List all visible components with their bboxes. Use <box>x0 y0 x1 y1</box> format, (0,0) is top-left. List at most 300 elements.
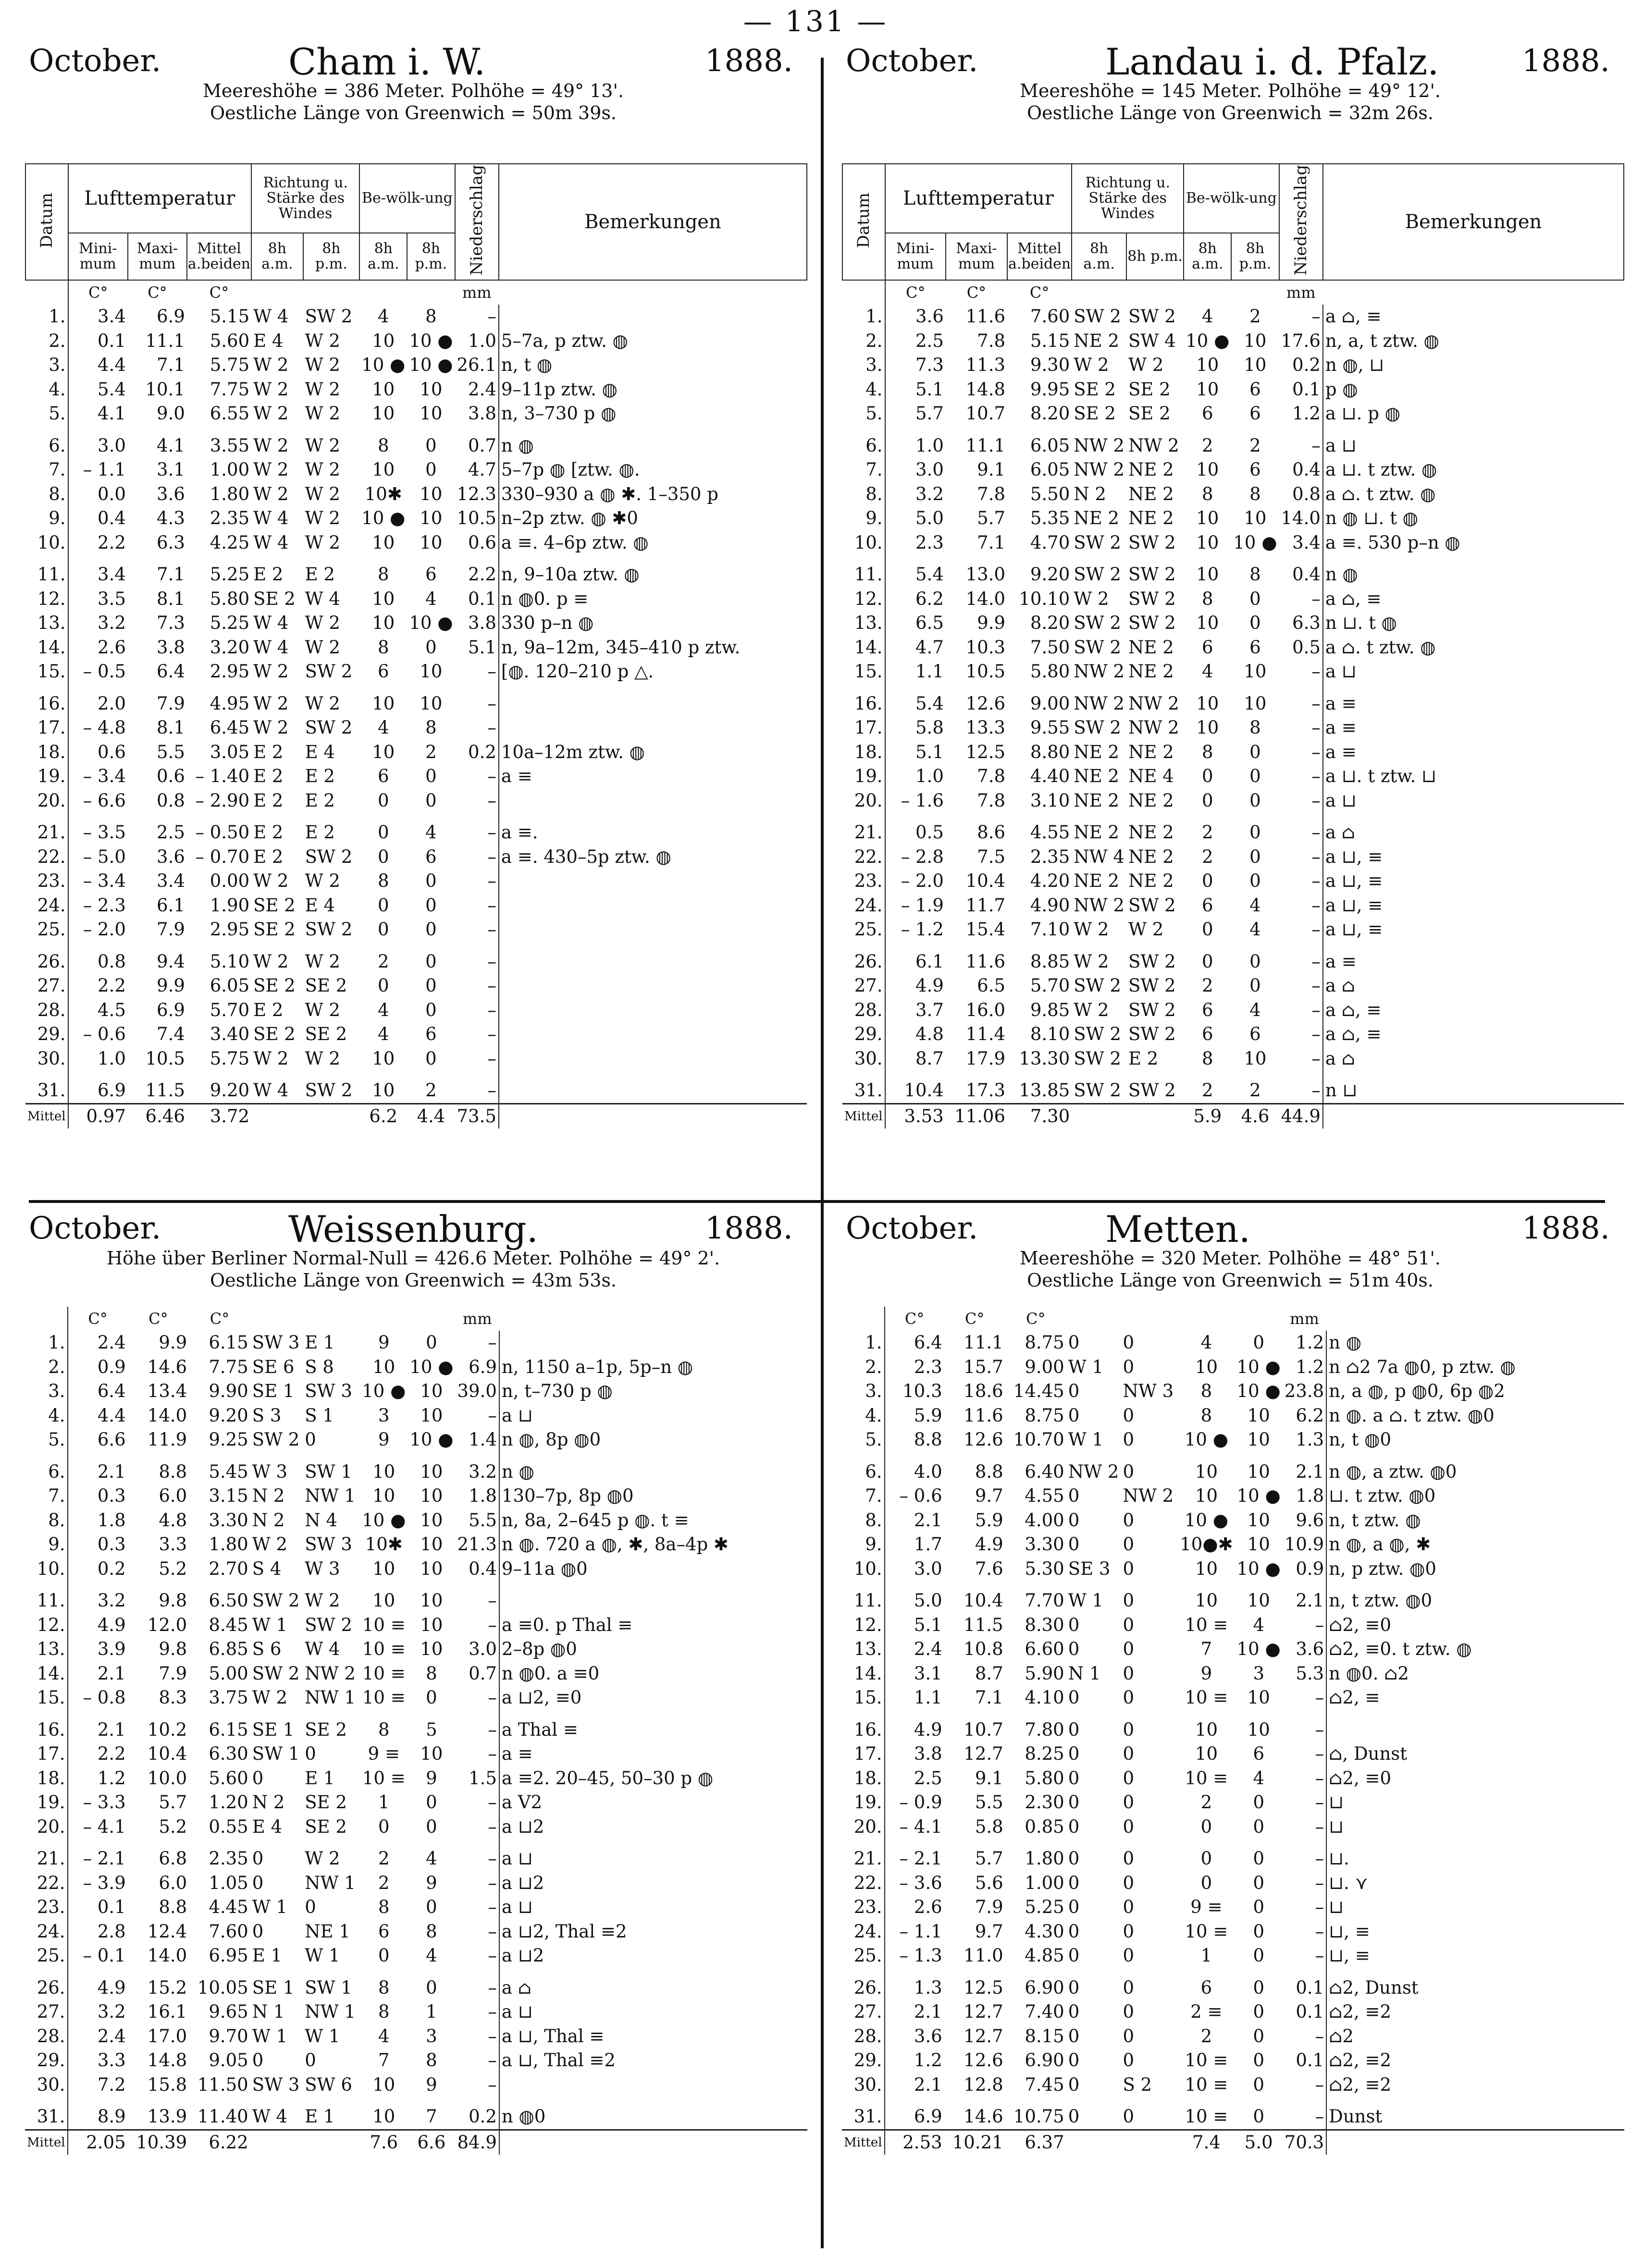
unit-cell: C° <box>1029 283 1050 302</box>
table-row <box>842 660 1624 684</box>
precip-cell: 0.1 <box>1292 379 1321 400</box>
precip-cell: 0.2 <box>469 2106 497 2127</box>
wind-am-cell: SW 2 <box>252 1663 300 1684</box>
wind-am-cell: SE 2 <box>253 1024 296 1045</box>
cloud-am-cell: 10 <box>1195 1356 1218 1377</box>
day-cell: 16. <box>842 684 885 716</box>
precip-cell: – <box>488 2074 497 2095</box>
mean-cell: 5.75 <box>210 1048 250 1069</box>
cloud-am-cell: 10 ● <box>1184 1429 1229 1450</box>
min-cell: 2.3 <box>914 1356 942 1377</box>
mean-cell: 1.80 <box>209 1534 248 1555</box>
cloud-am-cell: 10 <box>372 532 395 553</box>
remarks-cell: a ≡2. 20–45, 50–30 p ◍ <box>499 1766 807 1791</box>
header-niederschlag-label: Niederschlag <box>467 165 487 276</box>
mittel-cell <box>250 2130 303 2155</box>
cloud-pm-cell: 10 <box>1247 1461 1270 1482</box>
min-cell: 2.5 <box>915 330 944 351</box>
wind-am-cell: W 2 <box>1074 951 1109 972</box>
table-row <box>25 1662 807 1686</box>
precip-cell: 0.2 <box>1292 355 1321 376</box>
min-cell: 0.6 <box>98 741 126 762</box>
remarks-cell: a ⊔ <box>1323 660 1624 684</box>
remarks-cell: a ⌂ <box>1323 1047 1624 1071</box>
wind-pm-cell: SW 2 <box>1128 564 1176 585</box>
wind-am-cell: NE 2 <box>1074 330 1119 351</box>
cloud-pm-cell: 0 <box>1253 1921 1264 1942</box>
cloud-am-cell: 0 <box>1202 790 1213 811</box>
table-row <box>25 1071 807 1103</box>
mean-cell: 4.20 <box>1030 870 1070 892</box>
wind-am-cell: SW 2 <box>1074 532 1121 553</box>
wind-am-cell: N 1 <box>252 2001 285 2023</box>
mean-cell: 5.25 <box>210 564 250 585</box>
unit-cell: C° <box>904 1310 925 1328</box>
wind-am-cell: N 2 <box>252 1509 285 1531</box>
remarks-cell: n ◍0. p ≡ <box>499 587 807 612</box>
remarks-cell <box>499 918 807 942</box>
day-cell: 24. <box>25 894 68 918</box>
mean-cell: 4.55 <box>1025 1485 1064 1507</box>
mean-cell: – 2.90 <box>195 790 250 811</box>
remarks-cell: n ⊔. t ◍ <box>1323 611 1624 636</box>
day-cell: 6. <box>25 1452 68 1484</box>
wind-am-cell: E 4 <box>252 1816 283 1837</box>
max-cell: 8.1 <box>157 588 185 609</box>
precip-cell: 3.4 <box>1292 532 1321 553</box>
min-cell: 2.4 <box>914 1639 942 1660</box>
day-cell: 5. <box>25 1428 68 1452</box>
min-cell: 2.1 <box>97 1719 126 1740</box>
mean-cell: 9.25 <box>209 1429 248 1450</box>
day-cell: 25. <box>25 918 68 942</box>
precip-cell: 14.0 <box>1281 508 1321 529</box>
unit-cell: C° <box>148 1310 168 1328</box>
header-cloud-am: 8h a.m. <box>359 233 407 280</box>
day-cell: 14. <box>25 1662 68 1686</box>
remarks-cell: ⊔. <box>1326 1839 1624 1871</box>
cloud-am-cell: 2 <box>378 951 389 972</box>
meta-line-2: Oestliche Länge von Greenwich = 51m 40s. <box>1026 1270 1433 1291</box>
mean-cell: 7.60 <box>209 1921 248 1942</box>
table-row <box>842 1379 1624 1404</box>
weather-table <box>25 163 807 1128</box>
cloud-am-cell: 0 <box>378 846 389 867</box>
wind-pm-cell: SW 2 <box>305 306 353 327</box>
day-cell: 29. <box>25 1022 68 1047</box>
cloud-am-cell: 10 ≡ <box>1185 2106 1228 2127</box>
cloud-pm-cell: 6 <box>1249 403 1261 424</box>
unit-cell <box>359 280 407 305</box>
cloud-am-cell: 2 <box>1202 435 1213 456</box>
max-cell: 10.2 <box>147 1719 187 1740</box>
day-cell: 24. <box>842 1920 885 1944</box>
max-cell: 5.7 <box>159 1792 187 1813</box>
cloud-am-cell: 1 <box>378 1792 390 1813</box>
day-cell: 10. <box>25 531 68 555</box>
cloud-pm-cell: 10 <box>420 1590 443 1611</box>
table-row <box>25 587 807 612</box>
min-cell: 10.3 <box>902 1381 942 1402</box>
max-cell: 12.5 <box>965 741 1005 762</box>
cloud-pm-cell: 2 <box>425 1080 437 1101</box>
mittel-cell: 7.30 <box>1007 1103 1072 1128</box>
remarks-cell: a ⊔. t ztw. ⊔ <box>1323 764 1624 789</box>
remarks-cell: a ⊔ <box>499 1404 807 1428</box>
remarks-cell: n ◍0. a ≡0 <box>499 1662 807 1686</box>
remarks-cell: n, 8a, 2–645 p ◍. t ≡ <box>499 1508 807 1533</box>
precip-cell: 10.9 <box>1284 1534 1324 1555</box>
mean-cell: 7.75 <box>209 1356 248 1377</box>
cloud-pm-cell: 9 <box>426 1767 437 1789</box>
table-row <box>25 1871 807 1896</box>
precip-cell: – <box>488 1872 497 1893</box>
remarks-cell: n, t ztw. ◍ <box>1326 1508 1624 1533</box>
cloud-pm-cell: 9 <box>426 1872 437 1893</box>
remarks-cell: a ≡. <box>499 813 807 845</box>
table-row <box>25 684 807 716</box>
table-row <box>842 1484 1624 1508</box>
remarks-cell: n, p ztw. ◍0 <box>1326 1557 1624 1581</box>
unit-cell <box>1235 1307 1283 1331</box>
mean-cell: 9.20 <box>209 1405 248 1426</box>
remarks-cell: ⊔, ≡ <box>1326 1920 1624 1944</box>
unit-cell: C° <box>964 1310 985 1328</box>
wind-pm-cell: W 2 <box>305 508 340 529</box>
remarks-cell: n–2p ztw. ◍ ✱0 <box>499 506 807 531</box>
cloud-am-cell: 2 <box>1202 822 1213 843</box>
min-cell: 2.1 <box>914 2074 942 2095</box>
max-cell: 8.3 <box>159 1687 187 1708</box>
remarks-cell: [◍. 120–210 p △. <box>499 660 807 684</box>
cloud-pm-cell: 0 <box>1253 2001 1264 2023</box>
wind-pm-cell: NE 2 <box>1128 846 1174 867</box>
cloud-am-cell: 10 <box>1195 1590 1218 1611</box>
table-row <box>25 1815 807 1839</box>
cloud-pm-cell: 0 <box>425 1048 437 1069</box>
mittel-cell: 2.53 <box>885 2130 944 2155</box>
cloud-pm-cell: 6 <box>425 846 437 867</box>
mittel-cell: 11.06 <box>946 1103 1007 1128</box>
weather-table <box>842 163 1624 1128</box>
wind-am-cell: 0 <box>1068 1767 1080 1789</box>
day-cell: 23. <box>25 869 68 894</box>
remarks-cell: n, 1150 a–1p, 5p–n ◍ <box>499 1355 807 1380</box>
remarks-cell: n, a ◍, p ◍0, 6p ◍2 <box>1326 1379 1624 1404</box>
wind-pm-cell: NW 1 <box>305 1687 356 1708</box>
max-cell: 11.3 <box>965 355 1005 376</box>
cloud-am-cell: 10 <box>372 613 395 634</box>
day-cell: 18. <box>25 1766 68 1791</box>
mean-cell: 2.35 <box>210 508 250 529</box>
cloud-am-cell: 10 ≡ <box>1185 1687 1228 1708</box>
cloud-am-cell: 2 <box>1202 975 1213 996</box>
wind-am-cell: NW 2 <box>1074 895 1124 916</box>
month-label: October. <box>29 1211 161 1246</box>
min-cell: 8.8 <box>914 1429 942 1450</box>
table-row <box>842 1557 1624 1581</box>
day-cell: 11. <box>25 555 68 587</box>
cloud-am-cell: 10 <box>372 1558 395 1579</box>
wind-pm-cell: SE 2 <box>1128 403 1171 424</box>
min-cell: 2.0 <box>98 693 126 714</box>
precip-cell: – <box>487 1048 496 1069</box>
wind-am-cell: 0 <box>252 1767 264 1789</box>
cloud-am-cell: 10 ≡ <box>362 1614 406 1635</box>
table-row <box>842 869 1624 894</box>
max-cell: 6.9 <box>157 999 185 1020</box>
cloud-am-cell: 10 ≡ <box>1185 1767 1228 1789</box>
max-cell: 4.9 <box>975 1534 1003 1555</box>
mean-cell: 6.60 <box>1025 1639 1064 1660</box>
max-cell: 6.3 <box>157 532 185 553</box>
precip-cell: – <box>487 717 496 738</box>
cloud-pm-cell: 0 <box>1249 588 1261 609</box>
wind-am-cell: NE 2 <box>1074 790 1119 811</box>
cloud-pm-cell: 10 <box>420 1558 443 1579</box>
min-cell: 0.1 <box>97 1897 126 1918</box>
header-wind-am: 8h a.m. <box>251 233 303 280</box>
remarks-cell: ⊔ <box>1326 1790 1624 1815</box>
remarks-cell: ⌂2, Dunst <box>1326 1968 1624 2000</box>
cloud-pm-cell: 4 <box>1253 1614 1264 1635</box>
precip-cell: 0.9 <box>1296 1558 1324 1579</box>
wind-pm-cell: SE 2 <box>305 1792 347 1813</box>
table-row <box>25 1839 807 1871</box>
min-cell: 1.1 <box>915 661 944 682</box>
table-row <box>25 660 807 684</box>
precip-cell: – <box>488 1977 497 1998</box>
cloud-pm-cell: 0 <box>1249 951 1261 972</box>
wind-pm-cell: NW 1 <box>305 1872 356 1893</box>
precip-cell: – <box>1315 2106 1324 2127</box>
wind-am-cell: SE 1 <box>252 1719 295 1740</box>
cloud-pm-cell: 10 <box>420 1485 443 1507</box>
min-cell: 1.3 <box>914 1977 942 1998</box>
mean-cell: 3.20 <box>210 637 250 658</box>
precip-cell: 1.8 <box>469 1485 497 1507</box>
day-cell: 2. <box>842 1355 885 1380</box>
wind-pm-cell: NW 2 <box>1128 717 1179 738</box>
remarks-cell: a ≡ <box>1323 684 1624 716</box>
section-divider <box>29 1200 1605 1203</box>
cloud-am-cell: 8 <box>1202 741 1213 762</box>
table-row <box>842 740 1624 765</box>
min-cell: 3.6 <box>914 2025 942 2047</box>
day-cell: 5. <box>842 402 885 426</box>
mean-cell: 6.55 <box>210 403 250 424</box>
cloud-am-cell: 10✱ <box>364 483 402 504</box>
precip-cell: – <box>1315 1743 1324 1765</box>
table-row <box>842 942 1624 974</box>
min-cell: 4.4 <box>98 355 126 376</box>
mittel-cell: 70.3 <box>1283 2130 1326 2155</box>
max-cell: 5.9 <box>975 1509 1003 1531</box>
precip-cell: 0.4 <box>1292 459 1321 480</box>
min-cell: 5.0 <box>915 508 944 529</box>
max-cell: 10.7 <box>964 1719 1003 1740</box>
cloud-pm-cell: 10 <box>420 1509 443 1531</box>
day-cell: 28. <box>842 2024 885 2049</box>
precip-cell: – <box>1315 1848 1324 1869</box>
cloud-pm-cell: 8 <box>426 1663 437 1684</box>
wind-am-cell: S 3 <box>252 1405 282 1426</box>
mean-cell: 8.15 <box>1025 2025 1064 2047</box>
day-cell: 4. <box>25 1404 68 1428</box>
cloud-pm-cell: 8 <box>1249 717 1261 738</box>
cloud-am-cell: 10 <box>372 379 395 400</box>
max-cell: 7.1 <box>157 355 185 376</box>
precip-cell: 39.0 <box>457 1381 497 1402</box>
min-cell: 3.4 <box>98 306 126 327</box>
wind-pm-cell: W 2 <box>1128 919 1164 940</box>
wind-am-cell: W 2 <box>253 459 289 480</box>
cloud-pm-cell: 6 <box>425 1024 437 1045</box>
cloud-am-cell: 8 <box>378 1977 390 1998</box>
mean-cell: 4.25 <box>210 532 250 553</box>
day-cell: 14. <box>842 636 885 660</box>
min-cell: 4.4 <box>97 1405 126 1426</box>
wind-am-cell: 0 <box>1068 1687 1080 1708</box>
day-cell: 13. <box>842 1637 885 1662</box>
cloud-pm-cell: 9 <box>426 2074 437 2095</box>
precip-cell: – <box>488 2001 497 2023</box>
cloud-pm-cell: 10 <box>420 1405 443 1426</box>
max-cell: 11.6 <box>965 951 1005 972</box>
max-cell: 12.5 <box>964 1977 1003 1998</box>
max-cell: 5.5 <box>157 741 185 762</box>
mittel-cell: 3.72 <box>187 1103 251 1128</box>
remarks-cell <box>499 942 807 974</box>
cloud-pm-cell: 0 <box>425 895 437 916</box>
wind-am-cell: NW 2 <box>1068 1461 1119 1482</box>
cloud-pm-cell: 4 <box>1253 1767 1264 1789</box>
cloud-pm-cell: 0 <box>1249 975 1261 996</box>
header-wind: Richtung u. Stärke des Windes <box>1072 164 1184 233</box>
table-row <box>842 845 1624 870</box>
precip-cell: – <box>1311 870 1321 892</box>
day-cell: 12. <box>25 587 68 612</box>
cloud-pm-cell: 6 <box>1249 379 1261 400</box>
table-row <box>842 1944 1624 1968</box>
max-cell: 9.1 <box>975 1767 1003 1789</box>
max-cell: 13.4 <box>147 1381 187 1402</box>
day-cell: 11. <box>25 1581 68 1613</box>
min-cell: 0.1 <box>98 330 126 351</box>
cloud-pm-cell: 0 <box>1253 1848 1264 1869</box>
min-cell: 5.4 <box>98 379 126 400</box>
wind-am-cell: N 2 <box>252 1792 285 1813</box>
table-row <box>25 716 807 740</box>
cloud-am-cell: 10 <box>372 741 395 762</box>
min-cell: 3.0 <box>915 459 944 480</box>
table-row <box>25 1766 807 1791</box>
cloud-am-cell: 10 <box>372 1080 395 1101</box>
precip-cell: 6.9 <box>469 1356 497 1377</box>
remarks-cell <box>499 1022 807 1047</box>
precip-cell: 0.2 <box>468 741 496 762</box>
mean-cell: 4.45 <box>209 1897 248 1918</box>
cloud-pm-cell: 10 ● <box>1236 1485 1281 1507</box>
weather-table <box>842 1307 1624 2155</box>
min-cell: – 0.6 <box>899 1485 942 1507</box>
max-cell: 0.6 <box>157 766 185 787</box>
day-cell: 26. <box>25 1968 68 2000</box>
remarks-cell <box>499 684 807 716</box>
cloud-am-cell: 10 <box>1196 613 1219 634</box>
mean-cell: 7.40 <box>1025 2001 1064 2023</box>
wind-pm-cell: W 2 <box>305 379 340 400</box>
mean-cell: 4.10 <box>1025 1687 1064 1708</box>
wind-pm-cell: 0 <box>1123 1461 1134 1482</box>
wind-am-cell: SW 2 <box>1074 975 1121 996</box>
mean-cell: 9.65 <box>209 2001 248 2023</box>
remarks-cell: n, 9–10a ztw. ◍ <box>499 555 807 587</box>
mean-cell: 1.00 <box>1025 1872 1064 1893</box>
table-row <box>842 587 1624 612</box>
mean-cell: 6.30 <box>209 1743 248 1765</box>
min-cell: 6.4 <box>914 1332 942 1353</box>
mean-cell: 7.75 <box>210 379 250 400</box>
remarks-cell: a ⊔ <box>1323 426 1624 458</box>
year-label: 1888. <box>704 1211 793 1246</box>
max-cell: 6.1 <box>157 895 185 916</box>
table-row <box>842 1047 1624 1071</box>
wind-pm-cell: W 2 <box>305 1590 340 1611</box>
max-cell: 11.4 <box>965 1024 1005 1045</box>
precip-cell: – <box>1311 693 1321 714</box>
max-cell: 5.2 <box>159 1558 187 1579</box>
wind-pm-cell: SW 4 <box>1128 330 1176 351</box>
unit-cell <box>1326 1307 1624 1331</box>
wind-am-cell: 0 <box>1068 1719 1080 1740</box>
cloud-am-cell: 4 <box>1202 306 1213 327</box>
max-cell: 14.6 <box>147 1356 187 1377</box>
precip-cell: – <box>487 895 496 916</box>
wind-am-cell: NE 2 <box>1074 870 1119 892</box>
cloud-am-cell: 6 <box>1200 1977 1212 1998</box>
cloud-pm-cell: 0 <box>1249 870 1261 892</box>
precip-cell: 23.8 <box>1284 1381 1324 1402</box>
min-cell: 3.8 <box>914 1743 942 1765</box>
min-cell: 2.1 <box>97 1663 126 1684</box>
precip-cell: 3.8 <box>468 613 496 634</box>
precip-cell: – <box>487 1024 496 1045</box>
precip-cell: – <box>1315 1816 1324 1837</box>
min-cell: – 2.1 <box>83 1848 126 1869</box>
wind-am-cell: NW 2 <box>1074 661 1124 682</box>
precip-cell: 5.5 <box>469 1509 497 1531</box>
station-block <box>19 40 807 1127</box>
precip-cell: – <box>488 1897 497 1918</box>
wind-am-cell: S 6 <box>252 1639 282 1660</box>
table-row <box>25 1047 807 1071</box>
mean-cell: 5.80 <box>1025 1767 1064 1789</box>
day-cell: 19. <box>842 1790 885 1815</box>
wind-am-cell: SE 2 <box>253 895 296 916</box>
wind-pm-cell: E 4 <box>305 895 335 916</box>
table-row <box>25 2097 807 2130</box>
cloud-pm-cell: 4 <box>1249 895 1261 916</box>
unit-cell <box>1072 280 1126 305</box>
cloud-pm-cell: 10 <box>420 508 443 529</box>
table-row <box>842 329 1624 354</box>
table-row <box>842 2048 1624 2073</box>
cloud-am-cell: 6 <box>1202 637 1213 658</box>
precip-cell: 2.1 <box>1296 1590 1324 1611</box>
cloud-pm-cell: 6 <box>1253 1743 1264 1765</box>
mean-cell: 8.75 <box>1025 1405 1064 1426</box>
